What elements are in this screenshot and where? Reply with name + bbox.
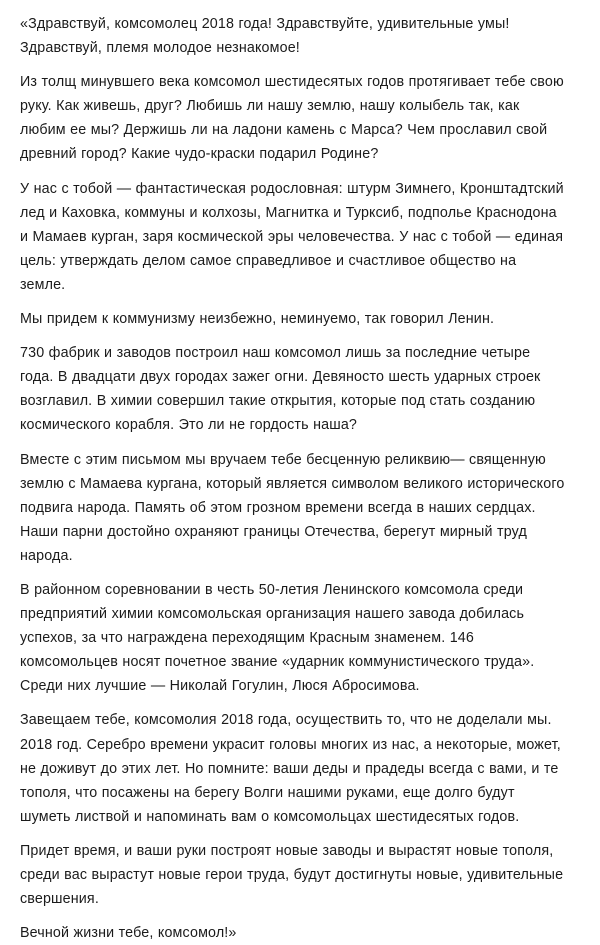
paragraph-future: Придет время, и ваши руки построят новые заводы и вырастят новые тополя, среди вас вырастут новые герои труда, будут достигнуты новые, удивительные свершения. [20, 842, 564, 908]
paragraph-communism: Мы придем к коммунизму неизбежно, неминуемо, так говорил Ленин. [20, 311, 495, 328]
letter-text-body [20, 12, 565, 945]
paragraph-handshake: Из толщ минувшего века комсомол шестидесятых годов протягивает тебе свою руку. Как живешь, друг? Любишь ли нашу землю, нашу колыбель так, как любим ее мы? Держишь ли на ладони камень с Марса? Чем прославил свой древний город? Какие чудо-краски подарил Родине? [20, 74, 564, 163]
paragraph-closing: Вечной жизни тебе, комсомол!» [20, 925, 237, 942]
paragraph-bequest: Завещаем тебе, комсомолия 2018 года, осуществить то, что не доделали мы. 2018 год. Серебро времени украсит головы многих из нас, а некоторые, может, не доживут до этих лет. Но помните: ваши деды и прадеды всегда с вами, и те тополя, что посажены на берегу Волги нашими руками, еще долго будут шуметь листвой и напоминать вам о комсомольцах шестидесятых годов. [20, 712, 561, 825]
paragraph-relic: Вместе с этим письмом мы вручаем тебе бесценную реликвию— священную землю с Мамаева кургана, который является символом великого исторического подвига народа. Память об этом грозном времени всегда в наших сердцах. Наши парни достойно охраняют границы Отечества, берегут мирный труд народа. [20, 451, 565, 564]
paragraph-greeting: «Здравствуй, комсомолец 2018 года! Здравствуйте, удивительные умы! Здравствуй, племя молодое незнакомое! [20, 16, 510, 57]
paragraph-factories: 730 фабрик и заводов построил наш комсомол лишь за последние четыре года. В двадцати двух городах зажег огни. Девяносто шесть ударных строек возглавил. В химии совершил такие открытия, которые под стать созданию космического корабля. Это ли не гордость наша? [20, 345, 541, 434]
paragraph-pedigree: У нас с тобой — фантастическая родословная: штурм Зимнего, Кронштадтский лед и Каховка, коммуны и колхозы, Магнитка и Турксиб, подполье Краснодона и Мамаев курган, заря космической эры человечества. У нас с тобой — единая цель: утверждать делом самое справедливое и счастливое общество на земле. [20, 180, 564, 293]
paragraph-competition: В районном соревновании в честь 50-летия Ленинского комсомола среди предприятий химии комсомольская организация нашего завода добилась успехов, за что награждена переходящим Красным знаменем. 146 комсомольцев носят почетное звание «ударник коммунистического труда». Среди них лучшие — Николай Гогулин, Люся Абросимова. [20, 581, 535, 695]
